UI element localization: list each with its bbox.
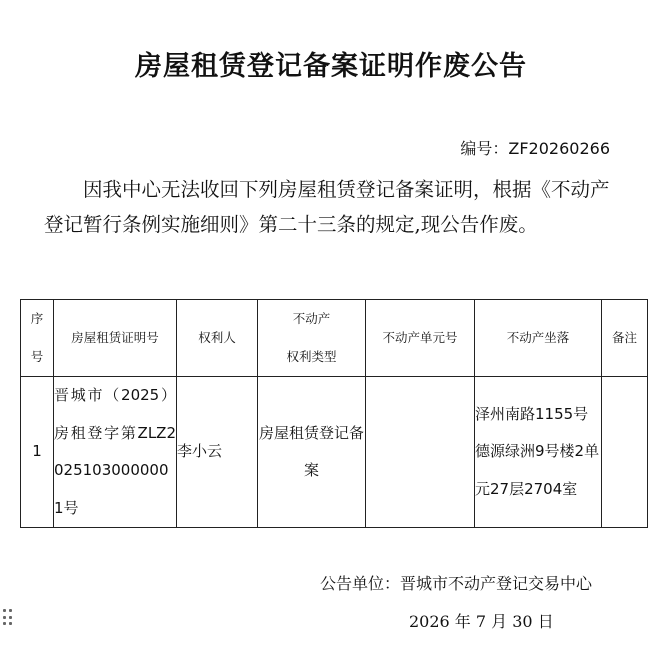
header-owner: 权利人 [177, 300, 258, 377]
issuing-unit: 公告单位：晋城市不动产登记交易中心 [320, 574, 593, 593]
header-seq: 序号 [21, 300, 54, 377]
header-type-line2: 权利类型 [286, 349, 337, 364]
header-type-line1: 不动产 [292, 311, 331, 326]
cell-owner: 李小云 [177, 377, 258, 528]
document-number-value: ZF20260266 [508, 139, 610, 158]
header-remark: 备注 [602, 300, 648, 377]
table-row [21, 377, 648, 528]
document-number-label: 编号： [460, 139, 509, 158]
void-certificate-table [20, 299, 648, 528]
header-location: 不动产坐落 [475, 300, 602, 377]
cell-type: 房屋租赁登记备案 [258, 377, 366, 528]
header-type [258, 300, 366, 377]
cell-cert: 晋城市（2025）房租登字第ZLZ20251030000001号 [54, 377, 177, 528]
notice-date: 2026 年 7 月 30 日 [409, 612, 554, 631]
cell-remark [602, 377, 648, 528]
document-number [460, 136, 610, 159]
header-cert: 房屋租赁证明号 [54, 300, 177, 377]
cell-location: 泽州南路1155号德源绿洲9号楼2单元27层2704室 [475, 377, 602, 528]
header-unit-no: 不动产单元号 [366, 300, 475, 377]
drag-handle-icon[interactable] [3, 609, 13, 627]
cell-unit-no [366, 377, 475, 528]
notice-title: 房屋租赁登记备案证明作废公告 [135, 51, 527, 82]
table-header-row [21, 300, 648, 377]
cell-seq: 1 [21, 377, 54, 528]
notice-body: 因我中心无法收回下列房屋租赁登记备案证明，根据《不动产登记暂行条例实施细则》第二十三条的规定,现公告作废。 [44, 178, 610, 236]
